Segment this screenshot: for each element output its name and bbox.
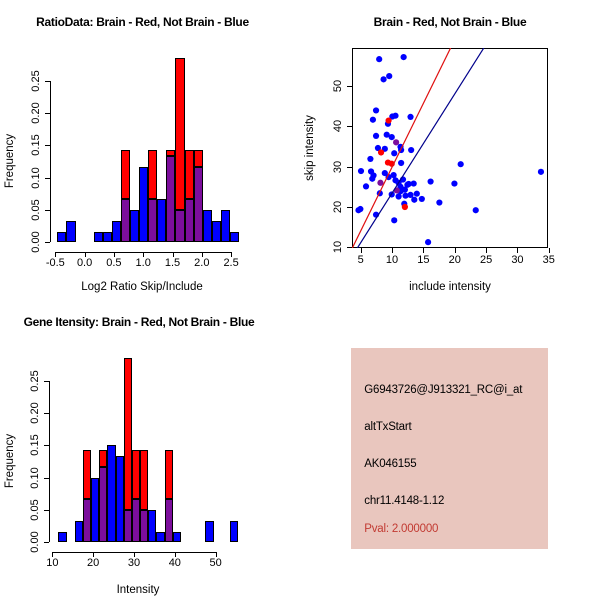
scatter-point-notbrain: [538, 169, 544, 175]
y-tick-label: 0.15: [30, 134, 43, 157]
y-axis-tick: [45, 145, 50, 146]
hist-bar-red: [194, 150, 203, 167]
x-axis-tick: [455, 248, 456, 253]
ratio-hist-ylabel: Frequency: [4, 133, 16, 189]
x-tick-label: 0.0: [76, 256, 93, 269]
y-axis-tick: [45, 178, 50, 179]
scatter-point-notbrain: [418, 196, 424, 202]
y-axis-tick: [44, 445, 49, 446]
hist-bar-blue: [230, 232, 239, 243]
scatter-point-notbrain: [410, 181, 416, 187]
hist-bar-red: [175, 58, 184, 210]
hist-bar-red: [166, 150, 175, 156]
gene-info-box: [351, 348, 549, 549]
panel-ratio-histogram: [0, 0, 300, 300]
event-type-text: altTxStart: [364, 421, 412, 434]
hist-bar-red: [121, 150, 130, 199]
x-axis-tick: [423, 248, 424, 253]
hist-bar-blue: [156, 532, 164, 543]
y-tick-label: 0.05: [29, 499, 42, 521]
scatter-point-notbrain: [425, 239, 431, 245]
hist-bar-red: [148, 150, 157, 199]
scatter-point-brain: [401, 204, 407, 210]
y-axis-tick: [45, 242, 50, 243]
x-tick-label: 20: [448, 254, 461, 267]
x-tick-label: 2.0: [194, 256, 210, 269]
hist-bar-overlap: [185, 199, 194, 242]
y-axis-tick: [45, 81, 50, 82]
hist-bar-blue: [212, 221, 221, 243]
panel-intensity-scatter: [300, 0, 600, 300]
hist-bar-overlap: [140, 510, 148, 542]
ratio-hist-xlabel: Log2 Ratio Skip/Include: [81, 281, 203, 293]
scatter-title: Brain - Red, Not Brain - Blue: [373, 15, 527, 29]
scatter-point-notbrain: [395, 194, 401, 200]
y-tick-label: 20: [331, 200, 344, 214]
scatter-point-notbrain: [451, 181, 457, 187]
hist-bar-red: [132, 450, 140, 499]
x-axis-tick: [549, 248, 550, 253]
y-axis-line: [50, 81, 51, 243]
scatter-point-notbrain: [413, 191, 419, 197]
scatter-point-brain: [378, 150, 384, 156]
y-tick-label: 0.20: [30, 102, 43, 124]
hist-bar-blue: [221, 210, 230, 242]
y-axis-tick: [44, 510, 49, 511]
scatter-ylabel: skip intensity: [304, 115, 316, 181]
hist-bar-overlap: [132, 499, 140, 542]
hist-bar-overlap: [99, 467, 107, 542]
y-tick-label: 10: [331, 241, 344, 254]
gene-hist-ylabel: Frequency: [4, 433, 16, 489]
x-tick-label: 50: [209, 556, 222, 569]
scatter-point-notbrain: [472, 207, 478, 213]
brain-fit-line: [352, 48, 450, 248]
hist-bar-blue: [205, 521, 213, 543]
scatter-point-notbrain: [407, 114, 413, 120]
hist-bar-overlap: [124, 510, 132, 542]
y-tick-label: 0.05: [30, 199, 43, 221]
scatter-point-notbrain: [392, 113, 398, 119]
scatter-point-notbrain: [427, 179, 433, 185]
x-tick-label: 1.5: [164, 256, 181, 269]
x-axis-tick: [361, 248, 362, 253]
x-tick-label: 35: [542, 254, 555, 267]
x-tick-label: 1.0: [135, 256, 151, 269]
x-tick-label: 10: [385, 254, 399, 267]
scatter-point-notbrain: [370, 117, 376, 123]
y-tick-label: 40: [331, 119, 344, 133]
y-axis-tick: [44, 478, 49, 479]
y-tick-label: 0.10: [30, 166, 43, 189]
x-tick-label: 5: [357, 254, 364, 267]
scatter-point-notbrain: [386, 73, 392, 79]
x-axis-tick: [517, 248, 518, 253]
hist-bar-overlap: [148, 199, 157, 242]
x-tick-label: 20: [87, 556, 100, 569]
scatter-point-notbrain: [355, 207, 361, 213]
x-tick-label: 40: [168, 556, 181, 569]
y-axis-tick: [45, 113, 50, 114]
hist-bar-overlap: [83, 499, 91, 542]
scatter-point-notbrain: [400, 54, 406, 60]
pvalue-text: Pval: 2.000000: [364, 523, 439, 536]
panel-gene-intensity-histogram: [0, 300, 300, 600]
hist-bar-red: [140, 450, 148, 510]
y-axis-line: [49, 381, 50, 543]
y-tick-label: 50: [331, 79, 344, 92]
x-tick-label: 25: [479, 254, 493, 267]
scatter-point-overlap: [377, 180, 383, 186]
hist-bar-red: [124, 358, 132, 510]
hist-bar-red: [99, 450, 107, 467]
hist-bar-blue: [75, 521, 83, 543]
x-tick-label: -0.5: [45, 256, 65, 269]
y-axis-tick: [44, 381, 49, 382]
scatter-point-notbrain: [367, 156, 373, 162]
hist-bar-blue: [112, 221, 121, 243]
scatter-point-notbrain: [404, 182, 410, 188]
scatter-point-notbrain: [407, 192, 413, 198]
gene-hist-xlabel: Intensity: [116, 584, 160, 596]
scatter-point-notbrain: [391, 218, 397, 224]
hist-bar-red: [185, 150, 194, 199]
x-axis-tick: [392, 248, 393, 253]
y-axis-tick: [44, 542, 49, 543]
hist-bar-blue: [103, 232, 112, 243]
hist-bar-blue: [91, 478, 99, 543]
scatter-point-notbrain: [376, 56, 382, 62]
x-tick-label: 15: [417, 254, 430, 267]
y-tick-label: 0.25: [30, 70, 43, 92]
ratio-hist-title: RatioData: Brain - Red, Not Brain - Blue: [36, 15, 249, 29]
hist-bar-blue: [107, 445, 115, 542]
y-tick-label: 0.10: [29, 466, 42, 489]
scatter-point-notbrain: [457, 161, 463, 167]
y-axis-tick: [45, 210, 50, 211]
hist-bar-blue: [173, 532, 181, 543]
hist-bar-blue: [66, 221, 75, 243]
probe-id-text: G6943726@J913321_RC@i_at: [364, 384, 523, 397]
scatter-point-notbrain: [411, 197, 417, 203]
y-tick-label: 0.00: [29, 531, 42, 554]
hist-bar-overlap: [165, 499, 173, 542]
scatter-point-brain: [385, 118, 391, 124]
hist-bar-blue: [116, 456, 124, 542]
scatter-point-notbrain: [436, 200, 442, 206]
scatter-point-overlap: [393, 140, 399, 146]
scatter-point-notbrain: [388, 134, 394, 140]
scatter-point-notbrain: [358, 168, 364, 174]
hist-bar-red: [165, 450, 173, 499]
y-tick-label: 0.00: [30, 231, 43, 254]
gene-hist-title: Gene Itensity: Brain - Red, Not Brain - Blue: [23, 315, 255, 329]
accession-text: AK046155: [364, 458, 417, 471]
scatter-xlabel: include intensity: [409, 281, 491, 293]
y-tick-label: 0.25: [29, 370, 42, 392]
hist-bar-overlap: [194, 167, 203, 242]
scatter-point-notbrain: [369, 176, 375, 182]
panel-gene-info: [300, 300, 600, 600]
scatter-point-notbrain: [398, 160, 404, 166]
scatter-point-notbrain: [380, 77, 386, 83]
y-tick-label: 30: [331, 160, 344, 173]
hist-bar-blue: [130, 210, 139, 242]
y-axis-tick: [44, 413, 49, 414]
hist-bar-overlap: [121, 199, 130, 242]
x-tick-label: 30: [511, 254, 524, 267]
hist-bar-blue: [57, 232, 66, 243]
hist-bar-blue: [157, 199, 166, 242]
hist-bar-blue: [94, 232, 103, 243]
scatter-point-notbrain: [373, 133, 379, 139]
y-tick-label: 0.20: [29, 402, 42, 424]
hist-bar-blue: [139, 167, 148, 242]
hist-bar-red: [83, 450, 91, 499]
scatter-point-notbrain: [373, 108, 379, 114]
hist-bar-blue: [230, 521, 238, 543]
scatter-canvas: [352, 48, 549, 248]
scatter-point-notbrain: [408, 147, 414, 153]
x-tick-label: 0.5: [106, 256, 122, 269]
hist-bar-blue: [148, 510, 156, 542]
hist-bar-overlap: [175, 210, 184, 242]
x-tick-label: 2.5: [223, 256, 239, 269]
x-axis-tick: [486, 248, 487, 253]
y-tick-label: 0.15: [29, 434, 42, 457]
hist-bar-blue: [58, 532, 66, 543]
x-tick-label: 30: [127, 556, 141, 569]
hist-bar-overlap: [166, 156, 175, 242]
hist-bar-blue: [203, 210, 212, 242]
chromosome-location-text: chr11.4148-1.12: [364, 495, 445, 508]
scatter-point-notbrain: [391, 150, 397, 156]
scatter-point-notbrain: [363, 184, 369, 190]
x-tick-label: 10: [46, 556, 59, 569]
